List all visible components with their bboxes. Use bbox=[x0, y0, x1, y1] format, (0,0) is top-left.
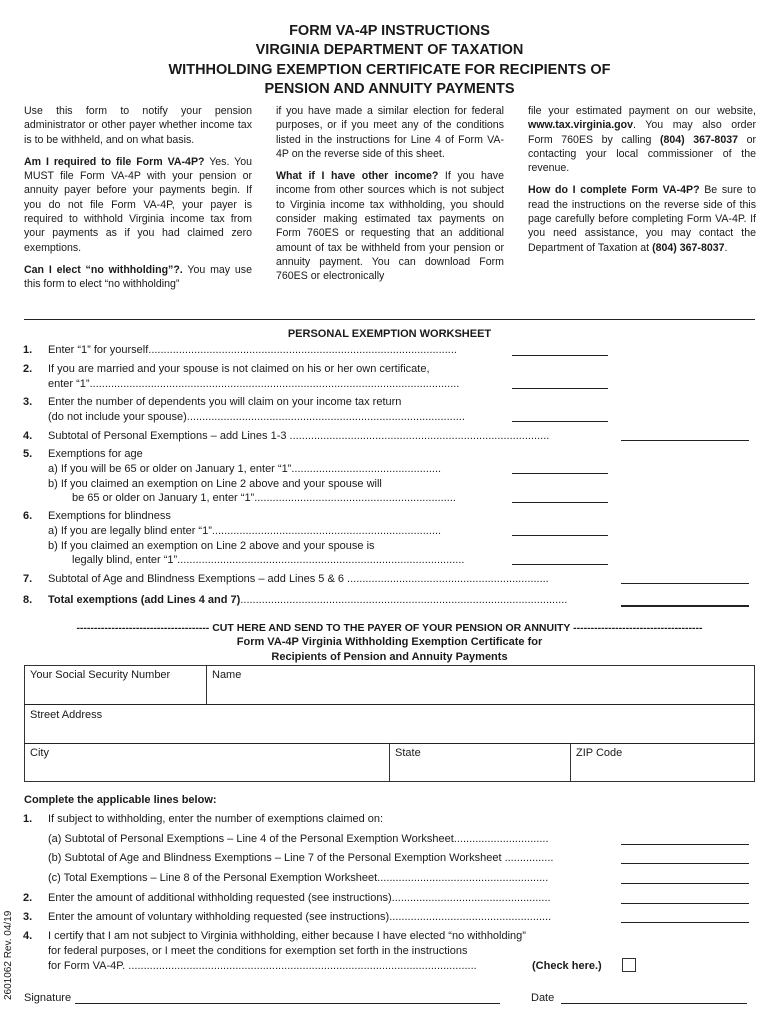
intro-paragraph: Use this form to notify your pension administrator or other payer whether income tax is to be withheld, and on what basis. bbox=[24, 105, 252, 146]
ssn-field[interactable]: Your Social Security Number bbox=[30, 669, 171, 681]
cert-1c-input[interactable] bbox=[621, 883, 749, 884]
certificate-form-title: Form VA-4P Virginia Withholding Exemption Certificate for bbox=[236, 636, 543, 648]
signature-line[interactable] bbox=[75, 1003, 500, 1004]
complete-lines-heading: Complete the applicable lines below: bbox=[24, 794, 217, 806]
line-5b-input[interactable] bbox=[512, 502, 608, 503]
faq-complete: How do I complete Form VA-4P? Be sure to read the instructions on the reverse side of this page carefully before completing Form VA-4P. If you need assistance, you may contact the Department of Taxation at (804) 367-8037. bbox=[528, 184, 756, 254]
line-2-input[interactable] bbox=[512, 388, 608, 389]
line-8-input[interactable] bbox=[621, 605, 749, 607]
check-here-label: (Check here.) bbox=[532, 960, 602, 972]
form-title: FORM VA-4P INSTRUCTIONS bbox=[289, 23, 490, 39]
worksheet-title: PERSONAL EXEMPTION WORKSHEET bbox=[287, 328, 492, 340]
no-withholding-checkbox[interactable] bbox=[622, 958, 636, 972]
instructions-column-3 bbox=[528, 104, 756, 263]
zip-code-field[interactable]: ZIP Code bbox=[576, 747, 623, 759]
line-3-input[interactable] bbox=[512, 421, 608, 422]
instructions-column-1 bbox=[24, 104, 252, 300]
cert-1b-input[interactable] bbox=[621, 863, 749, 864]
website-paragraph: file your estimated payment on our website, www.tax.virginia.gov. You may also order Form 760ES by calling (804) 367-8037 or contacting your local commissioner of the revenue. bbox=[528, 105, 756, 175]
department-title: VIRGINIA DEPARTMENT OF TAXATION bbox=[255, 42, 524, 58]
certificate-subtitle: PENSION AND ANNUITY PAYMENTS bbox=[264, 81, 515, 97]
certificate-lines: 1. If subject to withholding, enter the number of exemptions claimed on: (a) Subtotal of Personal Exemptions – Line 4 of the Personal Exemption Worksheet............................... (b) Subtotal of Age and Blindness Exemptions – Line 7 of the Personal Exemption Worksheet ................ (c) Total Exemptions – Line 8 of the Personal Exemption Worksheet........................................................ 2. Enter the amount of additional withholding requested (see instructions).................................................... 3. Enter the amount of voluntary withholding requested (see instructions)..................................................... 4. I certify that I am not subject to Virginia withholding, either because I have elected “no withholding” for federal purposes, or I meet the conditions for exemption set forth in the instructions for Form VA-4P. .................................................................................................................. (Check here.) bbox=[0, 812, 779, 1002]
cert-3-input[interactable] bbox=[621, 922, 749, 923]
cert-2-input[interactable] bbox=[621, 903, 749, 904]
instructions-column-2 bbox=[276, 104, 504, 292]
certificate-form-subtitle: Recipients of Pension and Annuity Payments bbox=[271, 651, 508, 663]
faq-other-income: What if I have other income? If you have income from other sources which is not subject to Virginia income tax withholding, you should consider making estimated tax payments on Form 760ES or requesting that an additional amount of tax be withheld from your pension or annuity payment. You can download Form 760ES or electronically bbox=[276, 170, 504, 283]
street-address-field[interactable]: Street Address bbox=[30, 709, 103, 721]
certificate-title: WITHHOLDING EXEMPTION CERTIFICATE FOR RECIPIENTS OF bbox=[168, 62, 611, 78]
name-field[interactable]: Name bbox=[212, 669, 242, 681]
line-6a-input[interactable] bbox=[512, 535, 608, 536]
city-field[interactable]: City bbox=[30, 747, 49, 759]
line-4-input[interactable] bbox=[621, 440, 749, 441]
faq-no-withholding: Can I elect “no withholding”?. You may use this form to elect “no withholding” bbox=[24, 263, 252, 291]
cut-line: -------------------------------------- CUT HERE AND SEND TO THE PAYER OF YOUR PENSION OR ANNUITY ------------------------------------- bbox=[76, 622, 703, 634]
faq-required: Am I required to file Form VA-4P? Yes. You MUST file Form VA-4P with your pension or annuity payer before your payments begin. If you do not file Form VA-4P, your payer is required to withhold Virginia income tax from your payments as if you had claimed zero exemptions. bbox=[24, 155, 253, 254]
line-6b-input[interactable] bbox=[512, 564, 608, 565]
line-1-input[interactable] bbox=[512, 355, 608, 356]
state-field[interactable]: State bbox=[395, 747, 421, 759]
form-revision-code: 2601062 Rev. 04/19 bbox=[3, 910, 14, 1000]
section-divider bbox=[24, 319, 755, 320]
cert-1a-input[interactable] bbox=[621, 844, 749, 845]
date-line[interactable] bbox=[561, 1003, 747, 1004]
personal-exemption-worksheet: 1. Enter “1” for yourself..................................................................................................... 2. If you are married and your spouse is not claimed on his or her own certificate, enter “1”......................................................................................................................... 3. Enter the number of dependents you will claim on your income tax return (do not include your spouse)........................................................................................... 4. Subtotal of Personal Exemptions – add Lines 1-3 ..................................................................................... 5. Exemptions for age a) If you will be 65 or older on January 1, enter “1”................................................. b) If you claimed an exemption on Line 2 above and your spouse will be 65 or older on January 1, enter “1”.................................................................. 6. Exemptions for blindness a) If you are legally blind enter “1”........................................................................... b) If you claimed an exemption on Line 2 above and your spouse is legally blind, enter “1”.............................................................................................. 7. Subtotal of Age and Blindness Exemptions – add Lines 5 & 6 .................................................................. 8. Total exemptions (add Lines 4 and 7)........................................................................................................... bbox=[0, 343, 779, 613]
line-5a-input[interactable] bbox=[512, 473, 608, 474]
date-label: Date bbox=[531, 992, 555, 1004]
election-paragraph: if you have made a similar election for federal purposes, or if you meet any of the conditions listed in the instructions for Line 4 of Form VA-4P on the reverse side of this sheet. bbox=[276, 105, 504, 160]
signature-label: Signature bbox=[24, 992, 72, 1004]
line-7-input[interactable] bbox=[621, 583, 749, 584]
